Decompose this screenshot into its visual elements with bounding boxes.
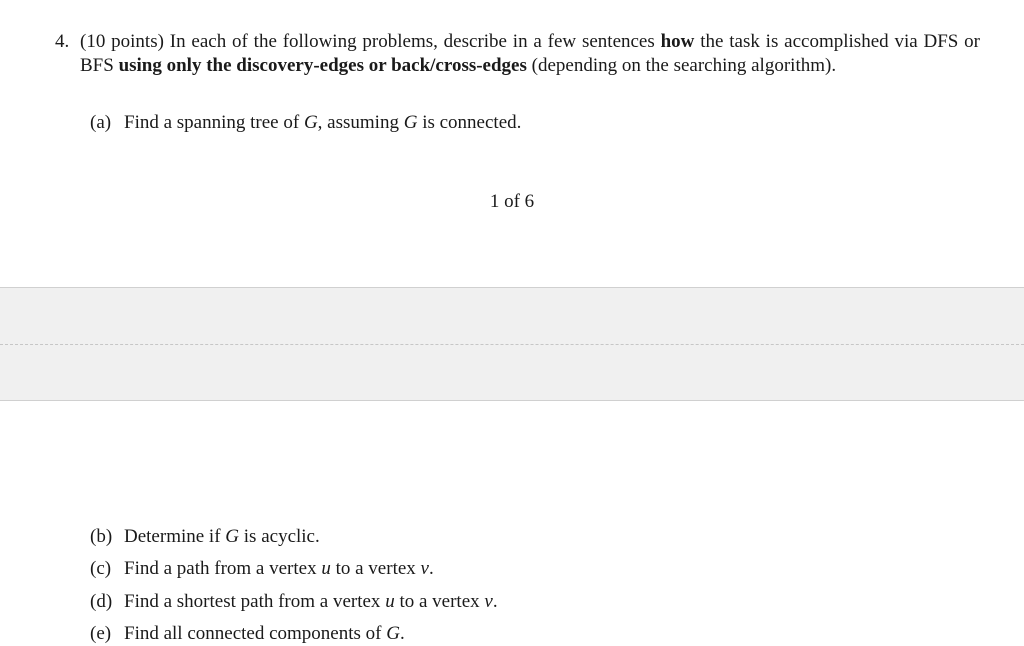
part-a: (a) Find a spanning tree of G, assuming G is connected. bbox=[90, 112, 522, 133]
part-label: (b) bbox=[90, 526, 113, 547]
page-break-line bbox=[0, 344, 1024, 345]
part-e: (e) Find all connected components of G. bbox=[90, 623, 405, 644]
emphasis-edges: using only the discovery-edges or back/cross-edges bbox=[118, 55, 527, 76]
part-label: (d) bbox=[90, 591, 113, 612]
problem-4 bbox=[55, 30, 980, 78]
problem-statement: (10 points) In each of the following problems, describe in a few sentences how the task is accomplished via DFS or BFS using only the discovery-edges or back/cross-edges (depending on the searching algorithm). bbox=[80, 31, 980, 76]
part-label: (c) bbox=[90, 558, 112, 579]
part-d: (d) Find a shortest path from a vertex u to a vertex v. bbox=[90, 591, 498, 612]
part-c: (c) Find a path from a vertex u to a vertex v. bbox=[90, 558, 434, 579]
part-label: (a) bbox=[90, 112, 112, 133]
page-number: 1 of 6 bbox=[489, 191, 535, 212]
emphasis-how: how bbox=[660, 31, 695, 52]
part-b: (b) Determine if G is acyclic. bbox=[90, 526, 320, 547]
problem-number: 4. bbox=[55, 31, 70, 52]
page-separator bbox=[0, 287, 1024, 401]
part-label: (e) bbox=[90, 623, 112, 644]
